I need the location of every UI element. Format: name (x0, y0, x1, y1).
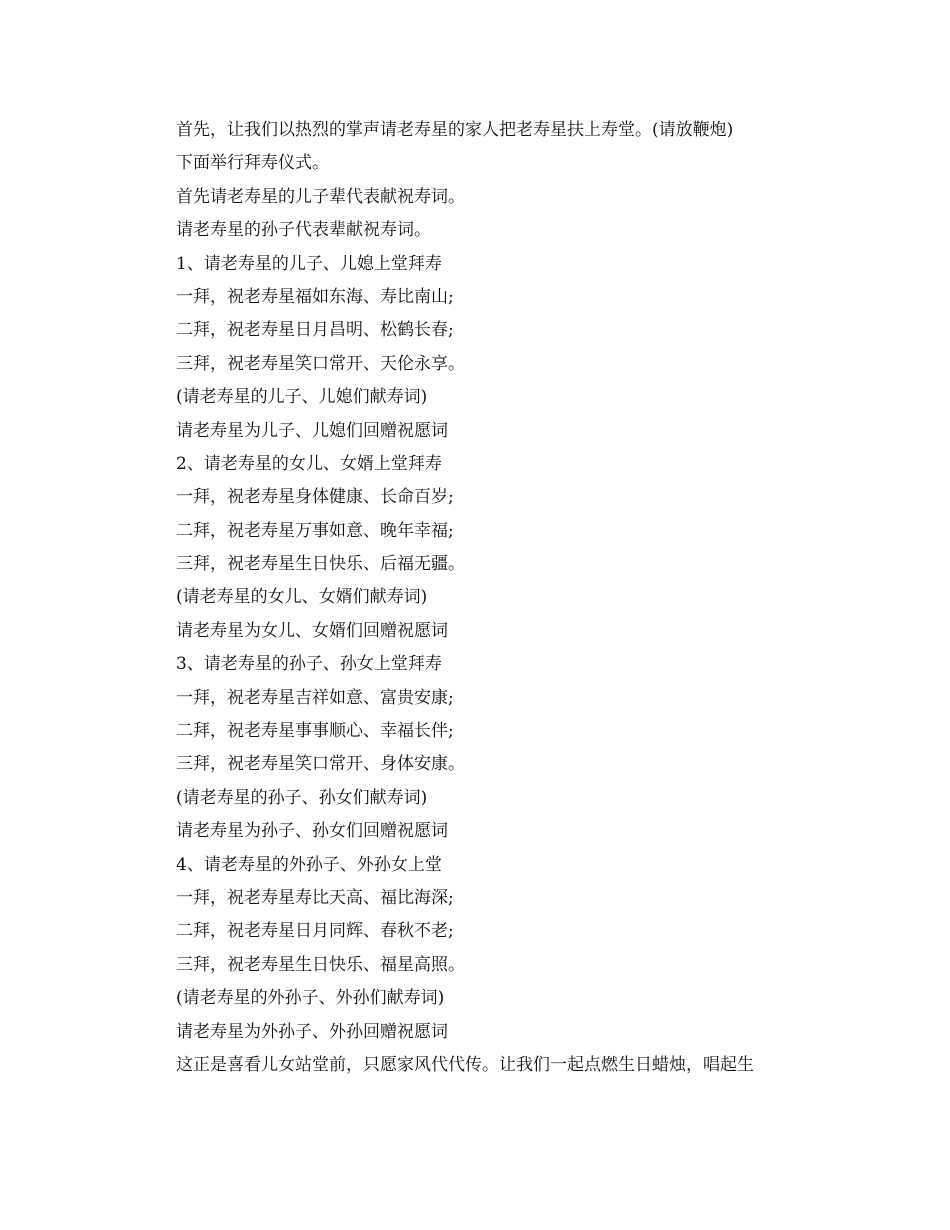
text-line: 二拜，祝老寿星日月昌明、松鹤长春; (176, 320, 454, 341)
text-line: 三拜，祝老寿星生日快乐、福星高照。 (176, 954, 465, 975)
section-heading: 2、请老寿星的女儿、女婿上堂拜寿 (176, 453, 442, 474)
text-line: 请老寿星为外孙子、外孙回赠祝愿词 (176, 1021, 448, 1042)
text-line: 二拜，祝老寿星日月同辉、春秋不老; (176, 921, 454, 942)
text-line: 请老寿星的孙子代表辈献祝寿词。 (176, 220, 431, 241)
text-line: 三拜，祝老寿星笑口常开、天伦永享。 (176, 353, 465, 374)
text-line: 首先请老寿星的儿子辈代表献祝寿词。 (176, 186, 465, 207)
text-line: 一拜，祝老寿星福如东海、寿比南山; (176, 286, 454, 307)
text-line: 一拜，祝老寿星身体健康、长命百岁; (176, 487, 454, 508)
text-line: (请老寿星的孙子、孙女们献寿词) (176, 787, 428, 808)
section-heading: 4、请老寿星的外孙子、外孙女上堂 (176, 854, 442, 875)
text-line: (请老寿星的女儿、女婿们献寿词) (176, 587, 428, 608)
text-line: 三拜，祝老寿星生日快乐、后福无疆。 (176, 554, 465, 575)
text-line: 二拜，祝老寿星事事顺心、幸福长伴; (176, 721, 454, 742)
document-body (176, 114, 836, 1082)
text-line: 请老寿星为孙子、孙女们回赠祝愿词 (176, 821, 448, 842)
text-line: (请老寿星的外孙子、外孙们献寿词) (176, 988, 445, 1009)
text-line: 二拜，祝老寿星万事如意、晚年幸福; (176, 520, 454, 541)
text-line: 一拜，祝老寿星寿比天高、福比海深; (176, 887, 454, 908)
section-heading: 1、请老寿星的儿子、儿媳上堂拜寿 (176, 253, 442, 274)
text-line: 首先，让我们以热烈的掌声请老寿星的家人把老寿星扶上寿堂。(请放鞭炮) (176, 120, 734, 140)
section-heading: 3、请老寿星的孙子、孙女上堂拜寿 (176, 654, 442, 675)
text-line: 这正是喜看儿女站堂前，只愿家风代代传。让我们一起点燃生日蜡烛，唱起生 (176, 1054, 754, 1075)
text-line: (请老寿星的儿子、儿媳们献寿词) (176, 387, 428, 408)
text-line: 三拜，祝老寿星笑口常开、身体安康。 (176, 754, 465, 775)
text-line: 请老寿星为儿子、儿媳们回赠祝愿词 (176, 420, 448, 441)
text-line: 下面举行拜寿仪式。 (176, 153, 329, 174)
text-line: 请老寿星为女儿、女婿们回赠祝愿词 (176, 620, 448, 641)
text-line: 一拜，祝老寿星吉祥如意、富贵安康; (176, 687, 454, 708)
